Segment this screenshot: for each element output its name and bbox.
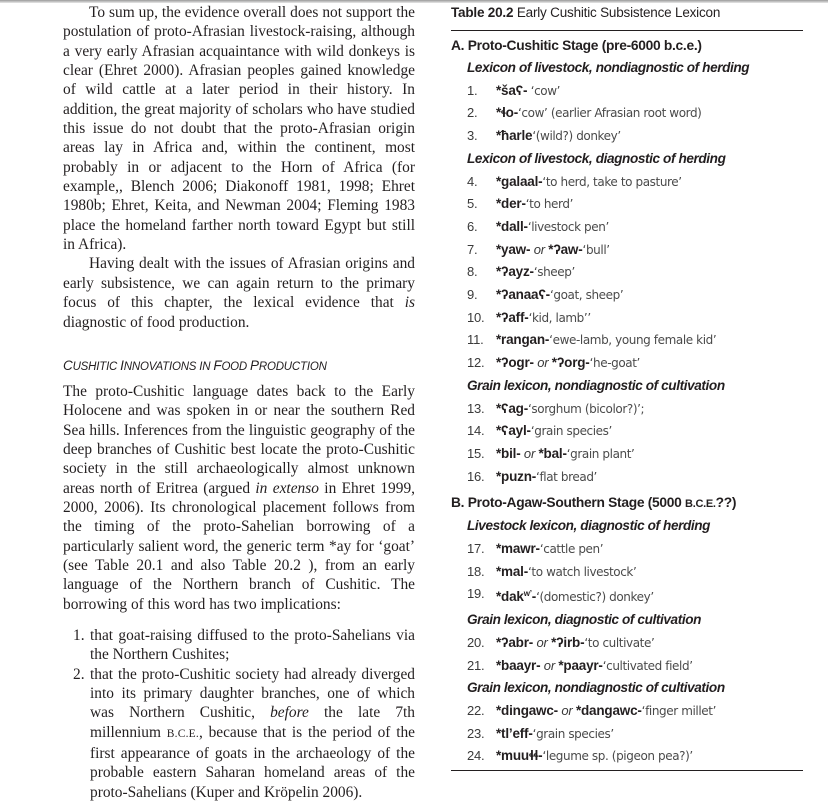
gloss-text: ‘legume sp. (pigeon pea?)’ xyxy=(542,749,693,764)
or-separator: or xyxy=(533,634,552,650)
small-caps-text: B.C.E. xyxy=(166,727,199,740)
text-run: in Ehret 1999, 2000, 2006). Its chronological placement follows from the timing of the proto-Sahelian borrowing of a particularly salient word, the generic term *ay for ‘goat’ (see Table 20.1 and also Table 20.2 ), from an early language of the Northern branch of Cushitic. The borrowing of this word has two implications: xyxy=(63,479,415,613)
list-number: 1. xyxy=(73,626,85,644)
reconstructed-form xyxy=(496,105,518,120)
paragraph-return-to-focus xyxy=(63,254,415,331)
reconstructed-form xyxy=(496,83,527,98)
reconstructed-form xyxy=(496,748,542,763)
lexicon-row xyxy=(451,261,803,284)
gloss-text: ‘cow’ xyxy=(527,83,561,98)
table-rows xyxy=(451,80,803,148)
subheading: Grain lexicon, nondiagnostic of cultivation xyxy=(467,377,725,393)
emphasis-text: before xyxy=(270,704,309,722)
text-run: Having dealt with the issues of Afrasian origins and early subsistence, we can again return to the primary focus of this chapter, the lexical evidence that xyxy=(63,255,415,312)
alternate-form: *dangawc- xyxy=(575,702,642,718)
reconstructed-form xyxy=(496,219,528,234)
lexicon-row xyxy=(451,583,803,609)
emphasis-text: is xyxy=(404,294,415,312)
form-text: *bil- xyxy=(496,445,521,461)
item-number: 2. xyxy=(467,105,478,121)
gloss-text: ‘cultivated field’ xyxy=(602,658,693,673)
or-separator: or xyxy=(533,355,552,371)
item-number: 16. xyxy=(467,468,485,484)
gloss-text: ‘grain species’ xyxy=(532,726,614,741)
stage-b-heading xyxy=(451,492,803,515)
list-item xyxy=(63,626,415,665)
reconstructed-form xyxy=(496,423,531,438)
item-number: 18. xyxy=(467,563,485,579)
lexicon-row xyxy=(451,102,803,125)
form-text: *der- xyxy=(496,196,526,212)
item-number: 6. xyxy=(467,218,478,234)
gloss-text: ‘ewe-lamb, young female kid’ xyxy=(549,333,717,348)
item-number: 22. xyxy=(467,702,485,718)
lexicon-row xyxy=(451,239,803,262)
gloss-text: ‘kid, lamb’’ xyxy=(528,310,591,325)
gloss-text: ‘finger millet’ xyxy=(641,703,716,718)
reconstructed-form xyxy=(496,310,529,325)
form-text: *galaal- xyxy=(496,173,543,189)
table-rows xyxy=(451,398,803,489)
item-number: 4. xyxy=(467,173,478,189)
list-number: 2. xyxy=(73,665,85,683)
form-superscript: w’ xyxy=(523,589,532,599)
table-caption xyxy=(451,3,803,23)
lexicon-table xyxy=(451,3,803,771)
lexicon-row xyxy=(451,284,803,307)
table-bottom-rule xyxy=(451,770,803,771)
lexicon-row xyxy=(451,561,803,584)
lexicon-row xyxy=(451,125,803,148)
alternate-form: *paayr- xyxy=(558,657,603,673)
stage-a-heading: A. Proto-Cushitic Stage (pre-6000 b.c.e.) xyxy=(451,38,702,53)
table-title: Early Cushitic Subsistence Lexicon xyxy=(513,5,721,20)
item-number: 8. xyxy=(467,264,478,280)
item-number: 14. xyxy=(467,423,485,439)
or-separator: or xyxy=(530,241,549,257)
heading-rest: IN xyxy=(199,360,214,373)
form-text: *ʔayz- xyxy=(496,264,534,280)
gloss-text: ‘sorghum (bicolor?)’; xyxy=(528,401,645,416)
list-text: that the proto-Cushitic society had already diverged into its primary daughter branches, one of which was Northern Cushitic, xyxy=(90,665,415,722)
table-label: Table 20.2 xyxy=(451,5,514,20)
item-number: 9. xyxy=(467,287,478,303)
or-separator: or xyxy=(520,445,539,461)
item-number: 10. xyxy=(467,309,485,325)
gloss-text: ‘flat bread’ xyxy=(536,469,597,484)
gloss-text: ‘goat, sheep’ xyxy=(549,288,624,303)
reconstructed-form xyxy=(496,589,536,604)
lexicon-row xyxy=(451,398,803,421)
item-number: 5. xyxy=(467,196,478,212)
reconstructed-form xyxy=(496,128,532,143)
table-rows xyxy=(451,538,803,609)
gloss-text: ‘he-goat’ xyxy=(589,356,640,371)
form-text: *yaw- xyxy=(496,241,531,257)
item-number: 21. xyxy=(467,657,485,673)
form-text: *dall- xyxy=(496,218,528,234)
item-number: 13. xyxy=(467,400,485,416)
reconstructed-form xyxy=(496,401,528,416)
gloss-text: ‘(domestic?) donkey’ xyxy=(536,590,654,605)
text-run: ??) xyxy=(715,495,737,511)
item-number: 12. xyxy=(467,355,485,371)
item-number: 17. xyxy=(467,541,485,557)
item-number: 24. xyxy=(467,748,485,764)
heading-cap: P xyxy=(250,357,259,373)
alternate-form: *ʔirb- xyxy=(551,634,585,650)
or-separator: or xyxy=(540,657,559,673)
lexicon-row xyxy=(451,216,803,239)
item-number: 23. xyxy=(467,725,485,741)
reconstructed-form xyxy=(496,287,550,302)
alternate-form: *ʔorg- xyxy=(551,355,590,371)
lexicon-row xyxy=(451,352,803,375)
reconstructed-form xyxy=(496,564,528,579)
form-text: *ħarle xyxy=(496,128,533,144)
reconstructed-form xyxy=(496,726,533,741)
form-text: *ʕayl- xyxy=(496,423,531,439)
item-number: 1. xyxy=(467,82,478,98)
form-text: *mal- xyxy=(496,563,529,579)
subheading: Livestock lexicon, diagnostic of herding xyxy=(467,518,711,534)
body-text-column xyxy=(63,3,415,802)
item-number: 3. xyxy=(467,128,478,144)
gloss-text: ‘sheep’ xyxy=(533,265,575,280)
table-top-rule xyxy=(451,30,803,31)
paragraph-afrasian-summary: To sum up, the evidence overall does not support the postulation of proto-Afrasian livestock-raising, although a very early Afrasian acquaintance with wild donkeys is clear (Ehret 2000). Afrasian peoples gained knowledge of wild cattle at a later period in their history. In addition, the great majority of scholars who have studied this issue do not doubt that the proto-Afrasian origin areas lay in Africa and, within the continent, most probably in or adjacent to the Horn of Africa (for example,, Blench 2006; Diakonoff 1981, 1998; Ehret 1980b; Ehret, Keita, and Newman 2004; Fleming 1983 place the homeland farther north toward Egypt but still in Africa). xyxy=(63,4,415,254)
form-text: *baayr- xyxy=(496,657,541,673)
reconstructed-form xyxy=(496,703,558,718)
reconstructed-form xyxy=(496,355,534,370)
lexicon-row xyxy=(451,443,803,466)
form-text: *šaʕ- xyxy=(496,82,528,98)
reconstructed-form xyxy=(496,196,526,211)
form-text: *muuɬɬ- xyxy=(496,748,543,764)
form-text: *dak xyxy=(496,589,524,605)
reconstructed-form xyxy=(496,469,536,484)
text-run: B. Proto-Agaw-Southern Stage (5000 xyxy=(451,495,686,511)
form-text: - xyxy=(531,589,537,605)
table-rows xyxy=(451,700,803,768)
form-text: *dingawc- xyxy=(496,702,558,718)
heading-cap: F xyxy=(213,357,222,373)
heading-cap: I xyxy=(120,357,124,373)
form-text: *ʕag- xyxy=(496,400,529,416)
lexicon-row xyxy=(451,745,803,768)
reconstructed-form xyxy=(496,635,533,650)
heading-cap: C xyxy=(63,357,73,373)
emphasis-text: in extenso xyxy=(255,479,319,497)
lexicon-row xyxy=(451,420,803,443)
text-run: The proto-Cushitic language dates back to the Early Holocene and was spoken in or near the southern Red Sea hills. Inferences from the linguistic geography of the deep branches of Cushitic best locate the proto-Cushitic society in the still archaeologically almost unknown areas north of Eritrea (argued xyxy=(63,382,415,497)
list-text: the late 7th millennium xyxy=(90,704,415,741)
lexicon-row xyxy=(451,723,803,746)
reconstructed-form xyxy=(496,174,542,189)
heading-rest: NNOVATIONS xyxy=(123,360,200,373)
reconstructed-form xyxy=(496,658,540,673)
lexicon-row xyxy=(451,538,803,561)
gloss-text: ‘cattle pen’ xyxy=(539,542,604,557)
subheading: Grain lexicon, diagnostic of cultivation xyxy=(467,612,702,628)
lexicon-row xyxy=(451,307,803,330)
form-text: *tl’eff- xyxy=(496,725,533,741)
gloss-text: ‘to herd’ xyxy=(525,197,573,212)
gloss-text: ‘to herd, take to pasture’ xyxy=(542,174,682,189)
implications-list xyxy=(63,626,415,802)
item-number: 11. xyxy=(467,332,484,348)
lexicon-row xyxy=(451,700,803,723)
alternate-form: *ʔaw- xyxy=(548,241,583,257)
form-text: *mawr- xyxy=(496,541,540,557)
form-text: *ɬo- xyxy=(496,105,519,121)
gloss-text: ‘to watch livestock’ xyxy=(528,564,637,579)
heading-rest: USHITIC xyxy=(72,360,121,373)
gloss-text: ‘grain plant’ xyxy=(566,446,635,461)
gloss-text: ‘(wild?) donkey’ xyxy=(532,129,621,144)
form-text: *ʔanaaʕ- xyxy=(496,287,550,303)
heading-rest: RODUCTION xyxy=(258,360,327,373)
lexicon-row xyxy=(451,632,803,655)
subheading: Grain lexicon, nondiagnostic of cultivation xyxy=(467,680,725,696)
list-text: , because that is the period of the first appearance of goats in the archaeology of the probable eastern Saharan homeland areas of the proto-Sahelians (Kuper and Kröpelin 2006). xyxy=(90,723,416,801)
list-text: that goat-raising diffused to the proto-Sahelians via the Northern Cushites; xyxy=(90,626,415,664)
item-number: 20. xyxy=(467,634,485,650)
list-item xyxy=(63,665,415,802)
item-number: 7. xyxy=(467,241,478,257)
form-text: *rangan- xyxy=(496,332,550,348)
reconstructed-form xyxy=(496,541,540,556)
alternate-form: *bal- xyxy=(538,445,567,461)
table-rows xyxy=(451,171,803,375)
section-heading xyxy=(63,359,415,374)
reconstructed-form xyxy=(496,242,530,257)
gloss-text: ‘cow’ (earlier Afrasian root word) xyxy=(518,106,702,121)
reconstructed-form xyxy=(496,332,549,347)
lexicon-row xyxy=(451,171,803,194)
table-rows xyxy=(451,632,803,677)
reconstructed-form xyxy=(496,446,521,461)
lexicon-row xyxy=(451,193,803,216)
lexicon-row xyxy=(451,655,803,678)
gloss-text: ‘livestock pen’ xyxy=(527,219,609,234)
or-separator: or xyxy=(557,702,576,718)
gloss-text: ‘to cultivate’ xyxy=(584,635,655,650)
lexicon-row xyxy=(451,466,803,489)
text-run: diagnostic of food production. xyxy=(63,313,250,331)
form-text: *ʔogr- xyxy=(496,355,534,371)
subheading: Lexicon of livestock, nondiagnostic of herding xyxy=(467,60,750,75)
lexicon-row xyxy=(451,329,803,352)
gloss-text: ‘bull’ xyxy=(582,242,610,257)
item-number: 19. xyxy=(467,586,485,602)
lexicon-row xyxy=(451,80,803,103)
subheading: Lexicon of livestock, diagnostic of herding xyxy=(467,150,726,166)
heading-rest: OOD xyxy=(221,360,251,373)
form-text: *puzn- xyxy=(496,468,537,484)
reconstructed-form xyxy=(496,264,534,279)
form-text: *ʔabr- xyxy=(496,634,534,650)
form-text: *ʔaff- xyxy=(496,309,529,325)
item-number: 15. xyxy=(467,445,485,461)
paragraph-proto-cushitic xyxy=(63,382,415,614)
small-caps-text: B.C.E. xyxy=(685,498,716,511)
gloss-text: ‘grain species’ xyxy=(530,424,612,439)
